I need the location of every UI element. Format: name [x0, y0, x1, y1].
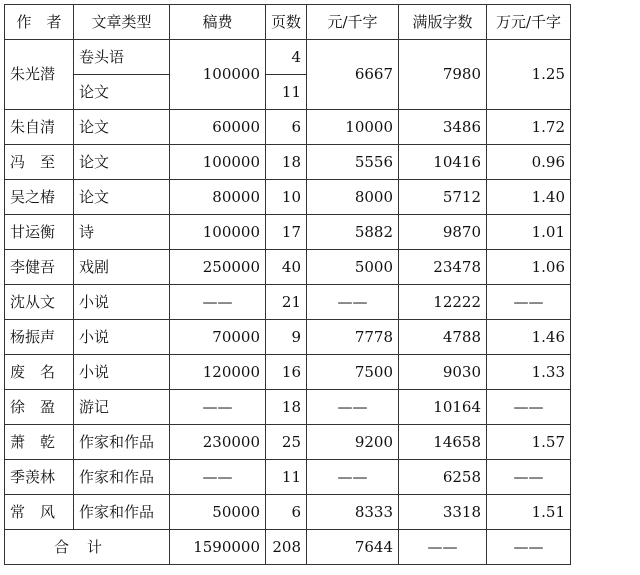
fee-cell: 230000: [170, 425, 266, 460]
header-per-kchar: 元/千字: [307, 5, 399, 40]
table-row: [5, 285, 571, 320]
per-kchar-cell: ——: [307, 460, 399, 495]
header-row: [5, 5, 571, 40]
total-row: [5, 530, 571, 565]
author-cell: 吴之椿: [5, 180, 74, 215]
royalty-table: [4, 4, 571, 565]
per-kchar-cell: 8000: [307, 180, 399, 215]
per-kchar-cell: 5000: [307, 250, 399, 285]
full-chars-cell: 4788: [399, 320, 487, 355]
full-chars-cell: 9030: [399, 355, 487, 390]
pages-cell: 11: [266, 460, 307, 495]
fee-cell: ——: [170, 285, 266, 320]
table-row: [5, 390, 571, 425]
table-row: [5, 355, 571, 390]
table-row: [5, 460, 571, 495]
table-row: [5, 215, 571, 250]
pages-cell: 18: [266, 390, 307, 425]
type-cell: 论文: [74, 180, 170, 215]
fee-cell: 100000: [170, 145, 266, 180]
pages-cell: 16: [266, 355, 307, 390]
header-fee: 稿费: [170, 5, 266, 40]
total-fee: 1590000: [170, 530, 266, 565]
wan-per-kchar-cell: 0.96: [487, 145, 571, 180]
type-cell: 作家和作品: [74, 460, 170, 495]
wan-per-kchar-cell: 1.51: [487, 495, 571, 530]
table-row: [5, 320, 571, 355]
wan-per-kchar-cell: 1.57: [487, 425, 571, 460]
pages-cell: 4: [266, 40, 307, 75]
type-cell: 游记: [74, 390, 170, 425]
table-row: [5, 250, 571, 285]
total-wan-per-kchar: ——: [487, 530, 571, 565]
per-kchar-cell: 7500: [307, 355, 399, 390]
pages-cell: 18: [266, 145, 307, 180]
table-row: [5, 180, 571, 215]
table-row: [5, 40, 571, 75]
type-cell: 小说: [74, 320, 170, 355]
per-kchar-cell: 5882: [307, 215, 399, 250]
table-row: [5, 110, 571, 145]
full-chars-cell: 6258: [399, 460, 487, 495]
author-cell: 冯 至: [5, 145, 74, 180]
per-kchar-cell: 6667: [307, 40, 399, 110]
header-pages: 页数: [266, 5, 307, 40]
fee-cell: 80000: [170, 180, 266, 215]
fee-cell: 250000: [170, 250, 266, 285]
per-kchar-cell: ——: [307, 285, 399, 320]
pages-cell: 11: [266, 75, 307, 110]
per-kchar-cell: 5556: [307, 145, 399, 180]
fee-cell: 60000: [170, 110, 266, 145]
full-chars-cell: 3486: [399, 110, 487, 145]
total-label: 合计: [5, 530, 170, 565]
header-type: 文章类型: [74, 5, 170, 40]
wan-per-kchar-cell: 1.40: [487, 180, 571, 215]
wan-per-kchar-cell: 1.06: [487, 250, 571, 285]
per-kchar-cell: 8333: [307, 495, 399, 530]
fee-cell: 100000: [170, 40, 266, 110]
pages-cell: 21: [266, 285, 307, 320]
type-cell: 诗: [74, 215, 170, 250]
fee-cell: ——: [170, 390, 266, 425]
author-cell: 沈从文: [5, 285, 74, 320]
wan-per-kchar-cell: ——: [487, 390, 571, 425]
wan-per-kchar-cell: 1.33: [487, 355, 571, 390]
table-row: [5, 495, 571, 530]
wan-per-kchar-cell: 1.25: [487, 40, 571, 110]
wan-per-kchar-cell: ——: [487, 285, 571, 320]
header-full-chars: 满版字数: [399, 5, 487, 40]
author-cell: 杨振声: [5, 320, 74, 355]
author-cell: 甘运衡: [5, 215, 74, 250]
pages-cell: 6: [266, 110, 307, 145]
wan-per-kchar-cell: ——: [487, 460, 571, 495]
table-container: [4, 4, 571, 565]
type-cell: 小说: [74, 355, 170, 390]
fee-cell: ——: [170, 460, 266, 495]
full-chars-cell: 3318: [399, 495, 487, 530]
author-cell: 常 风: [5, 495, 74, 530]
pages-cell: 25: [266, 425, 307, 460]
fee-cell: 120000: [170, 355, 266, 390]
type-cell: 卷头语: [74, 40, 170, 75]
pages-cell: 10: [266, 180, 307, 215]
wan-per-kchar-cell: 1.72: [487, 110, 571, 145]
pages-cell: 40: [266, 250, 307, 285]
full-chars-cell: 12222: [399, 285, 487, 320]
total-per-kchar: 7644: [307, 530, 399, 565]
table-row: [5, 145, 571, 180]
type-cell: 论文: [74, 110, 170, 145]
author-cell: 朱光潜: [5, 40, 74, 110]
pages-cell: 6: [266, 495, 307, 530]
author-cell: 徐 盈: [5, 390, 74, 425]
header-author: 作 者: [5, 5, 74, 40]
author-cell: 李健吾: [5, 250, 74, 285]
table-row: [5, 425, 571, 460]
per-kchar-cell: 7778: [307, 320, 399, 355]
type-cell: 小说: [74, 285, 170, 320]
full-chars-cell: 10416: [399, 145, 487, 180]
type-cell: 作家和作品: [74, 425, 170, 460]
author-cell: 废 名: [5, 355, 74, 390]
per-kchar-cell: 9200: [307, 425, 399, 460]
per-kchar-cell: ——: [307, 390, 399, 425]
type-cell: 论文: [74, 75, 170, 110]
full-chars-cell: 5712: [399, 180, 487, 215]
per-kchar-cell: 10000: [307, 110, 399, 145]
pages-cell: 9: [266, 320, 307, 355]
header-wan-per-kchar: 万元/千字: [487, 5, 571, 40]
fee-cell: 100000: [170, 215, 266, 250]
full-chars-cell: 23478: [399, 250, 487, 285]
fee-cell: 50000: [170, 495, 266, 530]
author-cell: 萧 乾: [5, 425, 74, 460]
pages-cell: 17: [266, 215, 307, 250]
full-chars-cell: 9870: [399, 215, 487, 250]
total-full-chars: ——: [399, 530, 487, 565]
full-chars-cell: 10164: [399, 390, 487, 425]
full-chars-cell: 7980: [399, 40, 487, 110]
total-pages: 208: [266, 530, 307, 565]
full-chars-cell: 14658: [399, 425, 487, 460]
author-cell: 朱自清: [5, 110, 74, 145]
fee-cell: 70000: [170, 320, 266, 355]
type-cell: 论文: [74, 145, 170, 180]
type-cell: 作家和作品: [74, 495, 170, 530]
wan-per-kchar-cell: 1.01: [487, 215, 571, 250]
author-cell: 季羡林: [5, 460, 74, 495]
type-cell: 戏剧: [74, 250, 170, 285]
wan-per-kchar-cell: 1.46: [487, 320, 571, 355]
